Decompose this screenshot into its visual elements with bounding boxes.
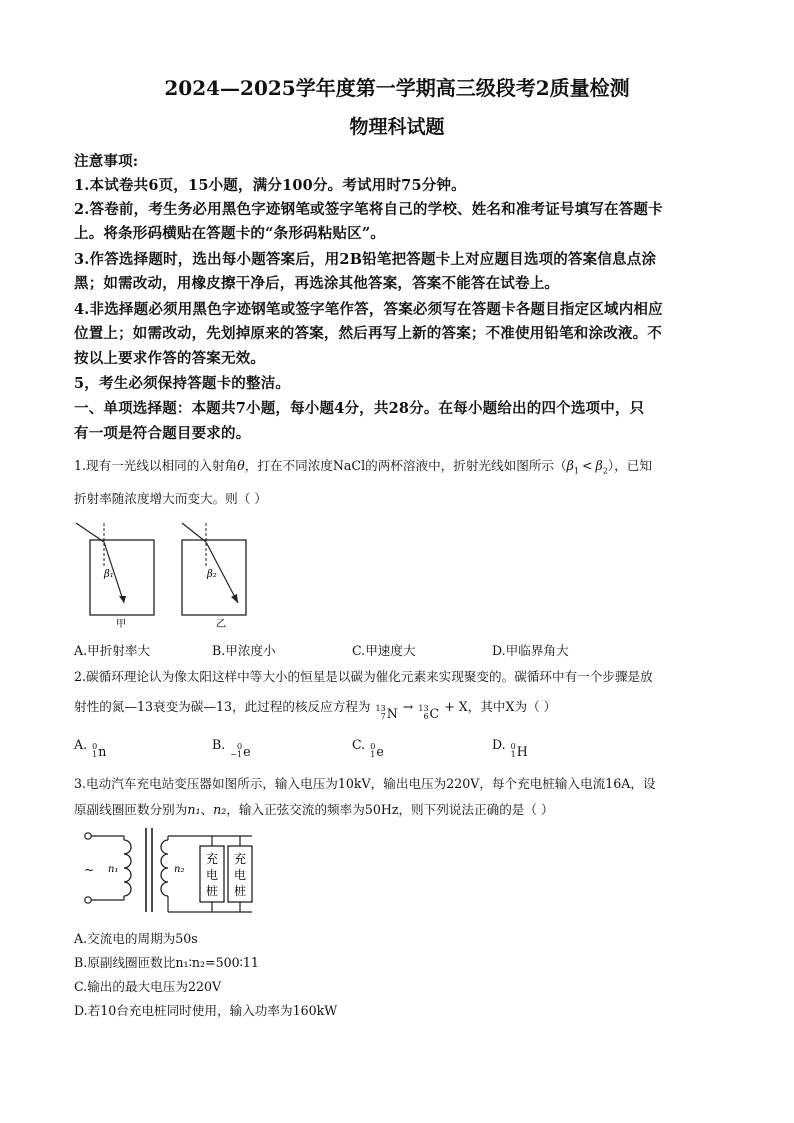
q2-option-a: A. 0 1 n (74, 737, 107, 759)
note-line: 2.答卷前，考生务必用黑色字迹钢笔或签字笔将自己的学校、姓名和准考证号填写在答题卡 (74, 201, 663, 218)
section-heading-cont: 有一项是符合题目要求的。 (74, 425, 251, 442)
n2-label: n₂ (174, 864, 185, 875)
svg-text:充: 充 (205, 852, 219, 866)
primary-coil (124, 840, 131, 896)
q3-stem-line2: 原副线圈匝数分别为n₁、n₂，输入正弦交流的频率为50Hz，则下列说法正确的是（ ） (74, 802, 554, 817)
q3-option-b: B.原副线圈匝数比n₁∶n₂=500∶11 (74, 955, 259, 970)
q2-option-c: C. 0 1 e (352, 737, 384, 759)
reaction-arrow: → (402, 699, 414, 714)
beaker-left (90, 540, 154, 615)
exam-subtitle: 物理科试题 (349, 116, 445, 138)
q1-option-b: B.甲浓度小 (212, 643, 276, 658)
beta2-label: β₂ (207, 569, 217, 580)
note-line: 3.作答选择题时，选出每小题答案后，用2B铅笔把答题卡上对应题目选项的答案信息点涂 (74, 251, 657, 268)
beta1-symbol: β (566, 458, 574, 473)
note-line: 按以上要求作答的答案无效。 (74, 350, 266, 367)
q2-stem-line1: 2.碳循环理论认为像太阳这样中等大小的恒星是以碳为催化元素来实现聚变的。碳循环中有一个步骤是放 (74, 669, 653, 684)
q1-stem-line1: 1.现有一光线以相同的入射角θ，打在不同浓度NaCl的两杯溶液中，折射光线如图所示$(\beta_1 < \beta_2)$，已知 (74, 458, 652, 476)
incident-ray-left (76, 523, 104, 542)
arrowhead-right (231, 594, 238, 603)
carbon-nuclide: 13 6 C (418, 704, 440, 721)
q2-option-d: D. 0 1 H (492, 737, 528, 759)
theta-symbol: θ (237, 458, 245, 473)
n1-label: n₁ (108, 864, 119, 875)
figure-label-jia: 甲 (116, 619, 126, 630)
ac-source-symbol: ~ (84, 863, 95, 877)
q1-refraction-figure (70, 515, 270, 630)
arrowhead-left (119, 596, 126, 603)
svg-text:电: 电 (205, 868, 219, 882)
svg-text:电: 电 (233, 868, 247, 882)
nitrogen-nuclide: 13 7 N (375, 704, 398, 721)
incident-ray-right (182, 523, 206, 542)
terminal-top (85, 833, 91, 839)
q3-stem-line1: 3.电动汽车充电站变压器如图所示，输入电压为10kV，输出电压为220V，每个充电桩输入电流16A，设 (74, 776, 656, 791)
q2-option-b: B. 0 −1 e (212, 737, 251, 759)
note-line: 黑；如需改动，用橡皮擦干净后，再选涂其他答案，答案不能答在试卷上。 (74, 275, 560, 292)
svg-text:充: 充 (233, 852, 247, 866)
notes-heading: 注意事项: (74, 153, 139, 170)
note-line: 5，考生必须保持答题卡的整洁。 (74, 375, 291, 392)
q1-option-a: A.甲折射率大 (74, 643, 151, 658)
beta1-label: β₁ (104, 569, 114, 580)
q3-option-d: D.若10台充电桩同时使用，输入功率为160kW (74, 1003, 338, 1018)
q2-stem-line2: 射性的氮—13衰变为碳—13，此过程的核反应方程为 13 7 N → 13 6 C + X，其中X为（ ） (74, 699, 557, 721)
exam-title: 2024—2025学年度第一学期高三级段考2质量检测 (164, 76, 630, 100)
q1-option-c: C.甲速度大 (352, 643, 416, 658)
section-heading: 一、单项选择题：本题共7小题，每小题4分，共28分。在每小题给出的四个选项中，只 (74, 400, 645, 417)
note-line: 4.非选择题必须用黑色字迹钢笔或签字笔作答，答案必须写在答题卡各题目指定区域内相应 (74, 301, 663, 318)
q3-transformer-figure (72, 822, 262, 922)
q1-stem-line2: 折射率随浓度增大而变大。则（ ） (74, 491, 267, 506)
note-line: 上。将条形码横贴在答题卡的“条形码粘贴区”。 (74, 225, 386, 242)
note-line: 1.本试卷共6页，15小题，满分100分。考试用时75分钟。 (74, 177, 466, 194)
figure-label-yi: 乙 (216, 619, 226, 630)
beta2-symbol: β (595, 458, 603, 473)
svg-text:桩: 桩 (233, 884, 247, 898)
q1-option-d: D.甲临界角大 (492, 643, 569, 658)
secondary-coil (161, 840, 168, 896)
q3-option-c: C.输出的最大电压为220V (74, 979, 222, 994)
svg-text:桩: 桩 (205, 884, 219, 898)
note-line: 位置上；如需改动，先划掉原来的答案，然后再写上新的答案；不准使用铅笔和涂改液。不 (74, 325, 662, 342)
q3-option-a: A.交流电的周期为50s (74, 931, 198, 946)
terminal-bottom (85, 897, 91, 903)
